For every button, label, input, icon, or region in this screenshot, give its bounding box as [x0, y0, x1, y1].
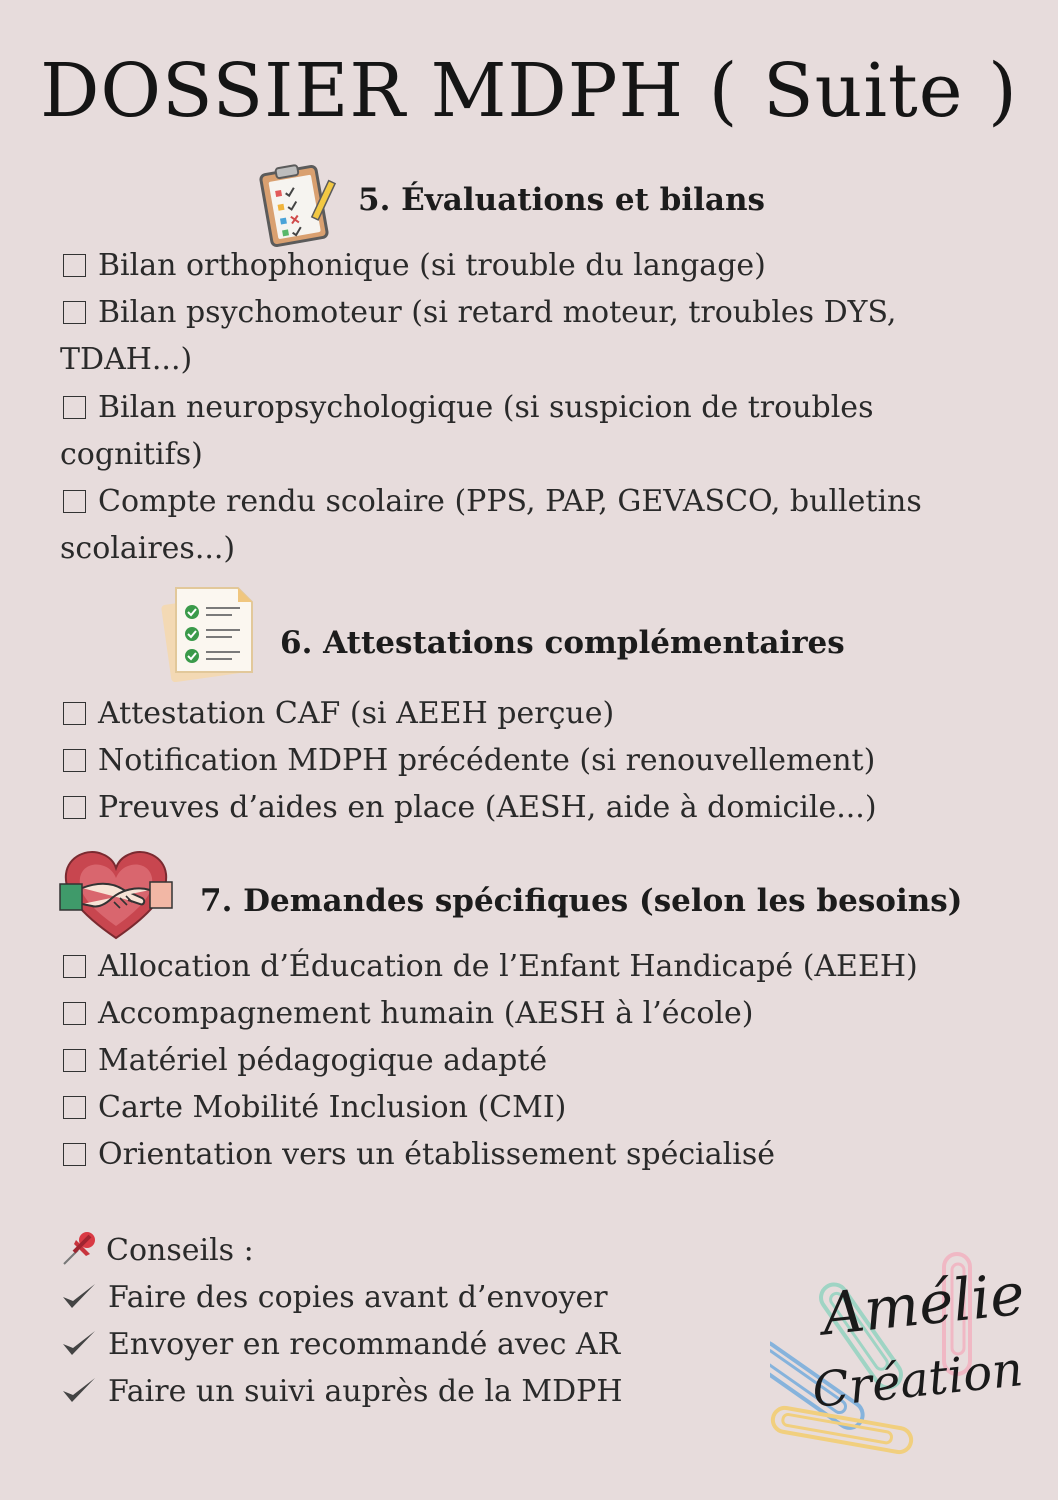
list-item[interactable]: Attestation CAF (si AEEH perçue) — [60, 690, 614, 737]
list-item[interactable]: Bilan neuropsychologique (si suspicion de troubles — [60, 384, 873, 431]
list-item[interactable]: Accompagnement humain (AESH à l’école) — [60, 990, 753, 1037]
list-item[interactable]: Carte Mobilité Inclusion (CMI) — [60, 1084, 566, 1131]
checkbox[interactable] — [63, 1143, 86, 1166]
tip-item: Faire des copies avant d’envoyer — [60, 1274, 608, 1321]
list-item-continuation: cognitifs) — [60, 437, 203, 472]
tip-item: Faire un suivi auprès de la MDPH — [60, 1368, 623, 1415]
tips-heading: Conseils : — [60, 1227, 254, 1274]
list-item[interactable]: Orientation vers un établissement spécialisé — [60, 1131, 775, 1178]
list-item[interactable]: Matériel pédagogique adapté — [60, 1037, 547, 1084]
list-item-continuation: scolaires...) — [60, 531, 236, 566]
checkbox[interactable] — [63, 955, 86, 978]
list-item[interactable]: Preuves d’aides en place (AESH, aide à domicile...) — [60, 784, 877, 831]
section-heading-demandes: 7. Demandes spécifiques (selon les besoins) — [200, 883, 963, 919]
checkbox[interactable] — [63, 396, 86, 419]
clipboard-checklist-icon — [258, 160, 340, 248]
checkbox[interactable] — [63, 301, 86, 324]
signature-line1: Amélie — [819, 1259, 1028, 1349]
list-item[interactable]: Compte rendu scolaire (PPS, PAP, GEVASCO, bulletins — [60, 478, 922, 525]
checkbox[interactable] — [63, 1096, 86, 1119]
checkbox[interactable] — [63, 702, 86, 725]
page-title: DOSSIER MDPH ( Suite ) — [40, 48, 1018, 134]
checkbox[interactable] — [63, 1002, 86, 1025]
checkmark-icon — [60, 1328, 98, 1358]
list-item[interactable]: Bilan orthophonique (si trouble du langage) — [60, 242, 766, 289]
list-item[interactable]: Notification MDPH précédente (si renouvellement) — [60, 737, 875, 784]
pushpin-icon — [60, 1230, 100, 1266]
list-item[interactable]: Allocation d’Éducation de l’Enfant Handicapé (AEEH) — [60, 943, 918, 990]
checkmark-icon — [60, 1375, 98, 1405]
checkbox[interactable] — [63, 749, 86, 772]
checkbox[interactable] — [63, 796, 86, 819]
checklist-paper-icon — [158, 582, 262, 682]
checkmark-icon — [60, 1281, 98, 1311]
list-item[interactable]: Bilan psychomoteur (si retard moteur, troubles DYS, — [60, 289, 896, 336]
signature-line2: Création — [809, 1341, 1026, 1419]
section-heading-evaluations: 5. Évaluations et bilans — [358, 182, 765, 218]
checkbox[interactable] — [63, 1049, 86, 1072]
list-item-continuation: TDAH...) — [60, 342, 193, 377]
tip-item: Envoyer en recommandé avec AR — [60, 1321, 620, 1368]
heart-handshake-icon — [58, 846, 178, 942]
section-heading-attestations: 6. Attestations complémentaires — [280, 625, 845, 661]
checkbox[interactable] — [63, 490, 86, 513]
checkbox[interactable] — [63, 254, 86, 277]
